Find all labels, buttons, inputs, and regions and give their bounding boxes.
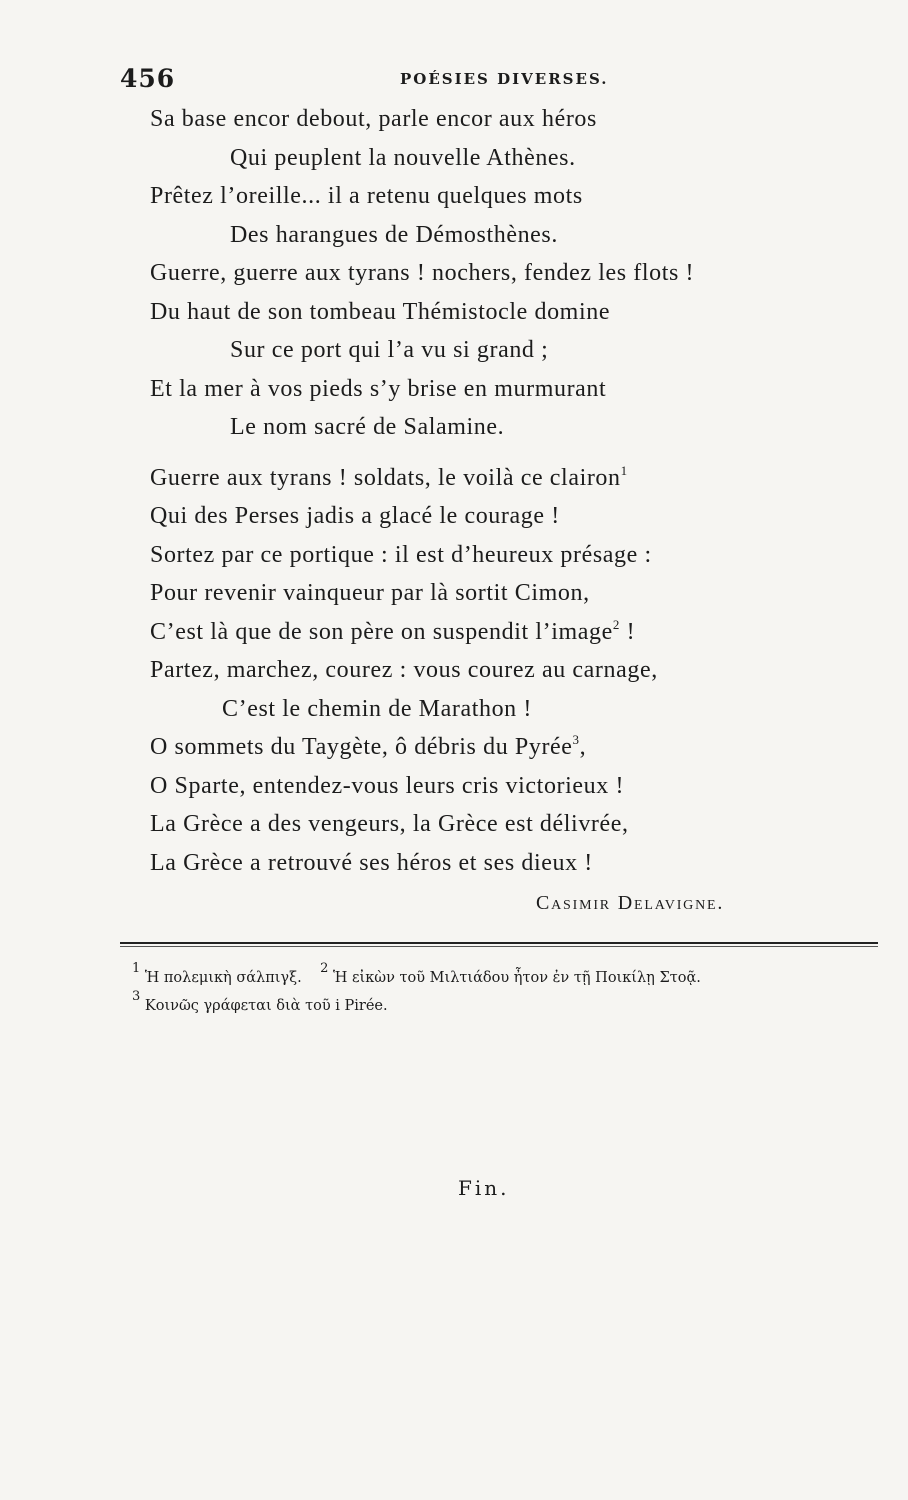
author-signature: Casimir Delavigne. bbox=[536, 892, 725, 914]
footnote-ref: 1 bbox=[620, 462, 628, 478]
page-header bbox=[120, 64, 820, 94]
poem-line: Sur ce port qui l’a vu si grand ; bbox=[230, 337, 549, 363]
poem-line bbox=[150, 459, 770, 498]
poem-line-text: Guerre aux tyrans ! soldats, le voilà ce clairon bbox=[150, 464, 621, 491]
stanza-break bbox=[150, 447, 770, 459]
poem-line: Qui des Perses jadis a glacé le courage ! bbox=[150, 503, 560, 529]
poem-line: O Sparte, entendez-vous leurs cris victorieux ! bbox=[150, 772, 625, 799]
fin-marker: Fin. bbox=[458, 1176, 510, 1200]
poem-line: Sortez par ce portique : il est d’heureux présage : bbox=[150, 541, 652, 568]
footnote-mark: 2 bbox=[320, 961, 329, 976]
poem-line: Prêtez l’oreille... il a retenu quelques mots bbox=[150, 183, 583, 209]
footnote-ref: 3 bbox=[572, 732, 580, 747]
poem-line: Des harangues de Démosthènes. bbox=[230, 221, 558, 248]
footnote-ref: 2 bbox=[612, 616, 620, 632]
poem-line: C’est le chemin de Marathon ! bbox=[222, 695, 532, 722]
poem-line-end: , bbox=[579, 734, 587, 760]
poem-line: Du haut de son tombeau Thémistocle domine bbox=[150, 298, 611, 325]
footnotes bbox=[132, 961, 872, 1020]
running-title: POÉSIES DIVERSES. bbox=[400, 70, 609, 88]
poem-line: Qui peuplent la nouvelle Athènes. bbox=[230, 144, 576, 171]
poem-line bbox=[150, 728, 770, 767]
footnote-divider-thin bbox=[120, 946, 878, 947]
footnote-mark: 1 bbox=[132, 961, 141, 976]
footnote-text: Ἡ πολεμικὴ σάλπιγξ. bbox=[140, 970, 302, 986]
footnote-line bbox=[132, 961, 872, 992]
footnote-line bbox=[132, 989, 872, 1020]
poem-line: Partez, marchez, courez : vous courez au carnage, bbox=[150, 657, 658, 683]
poem-line: La Grèce a retrouvé ses héros et ses dieux ! bbox=[150, 849, 593, 876]
poem-line-end: ! bbox=[620, 618, 636, 645]
poem-line-text: O sommets du Taygète, ô débris du Pyrée bbox=[150, 734, 573, 760]
poem-line: Sa base encor debout, parle encor aux héros bbox=[150, 106, 597, 132]
poem-line-text: C’est là que de son père on suspendit l’image bbox=[150, 618, 613, 645]
footnote-divider bbox=[120, 942, 878, 944]
page-number: 456 bbox=[120, 64, 176, 93]
poem bbox=[150, 100, 770, 882]
footnote-text: Ἡ εἰκὼν τοῦ Μιλτιάδου ἦτον ἐν τῇ Ποικίλῃ Στοᾷ. bbox=[328, 970, 701, 986]
footnote-text: Κοινῶς γράφεται διὰ τοῦ i Pirée. bbox=[140, 998, 388, 1014]
poem-line bbox=[150, 613, 770, 652]
poem-line: Pour revenir vainqueur par là sortit Cimon, bbox=[150, 580, 590, 606]
poem-line: Le nom sacré de Salamine. bbox=[230, 414, 505, 440]
poem-line: La Grèce a des vengeurs, la Grèce est délivrée, bbox=[150, 811, 629, 837]
poem-line: Guerre, guerre aux tyrans ! nochers, fendez les flots ! bbox=[150, 260, 695, 286]
poem-line: Et la mer à vos pieds s’y brise en murmurant bbox=[150, 375, 607, 402]
footnote-mark: 3 bbox=[132, 989, 141, 1004]
